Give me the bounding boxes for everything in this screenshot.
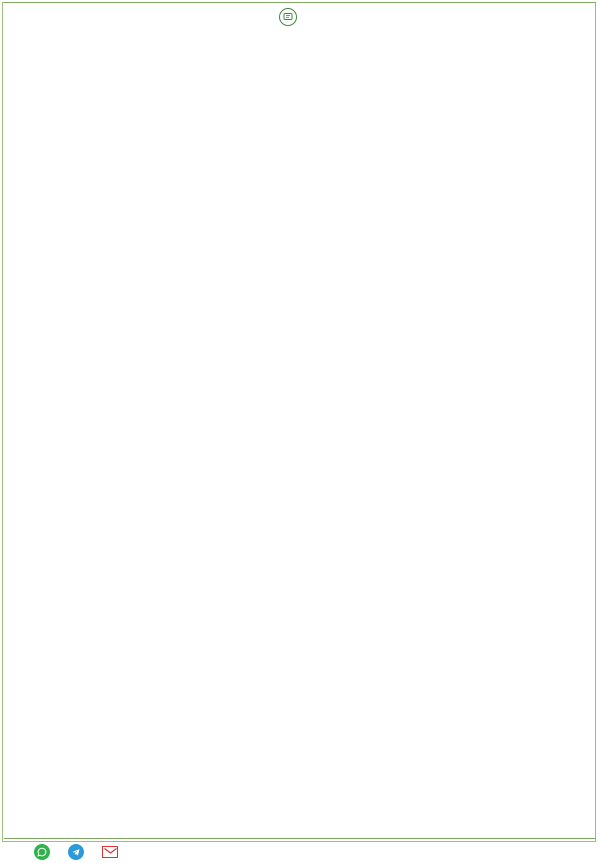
mail-icon[interactable] (102, 846, 118, 858)
top-rule (4, 2, 596, 3)
footer (34, 843, 130, 861)
footer-rule (4, 838, 596, 839)
page-border (2, 2, 596, 842)
telegram-icon[interactable] (68, 844, 84, 860)
brand-logo-icon (279, 8, 297, 26)
whatsapp-icon[interactable] (34, 844, 50, 860)
